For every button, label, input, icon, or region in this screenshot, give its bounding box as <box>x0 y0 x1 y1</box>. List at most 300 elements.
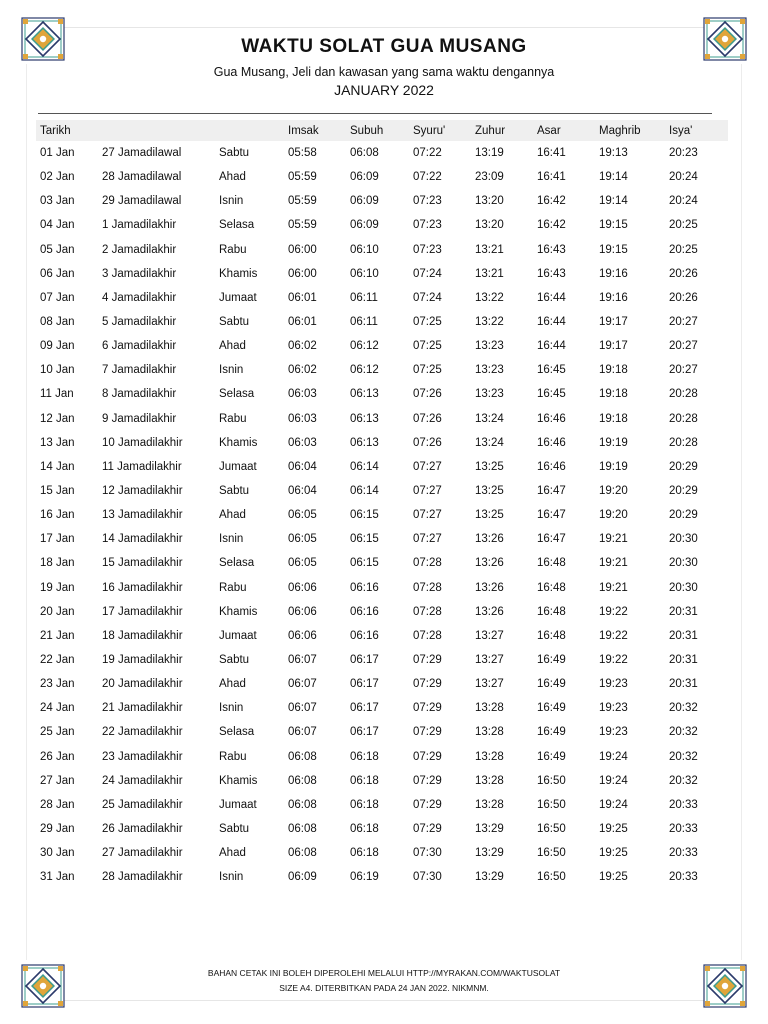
cell-maghrib: 19:15 <box>599 219 628 232</box>
table-row <box>36 334 728 358</box>
cell-maghrib: 19:22 <box>599 605 628 618</box>
cell-date: 13 Jan <box>40 436 75 449</box>
cell-hijri-date: 3 Jamadilakhir <box>102 267 177 280</box>
col-header-imsak: Imsak <box>284 120 346 141</box>
table-row <box>36 141 728 165</box>
cell-day: Isnin <box>219 364 244 377</box>
cell-subuh: 06:09 <box>350 219 379 232</box>
cell-syuruk: 07:24 <box>413 291 442 304</box>
table-row <box>36 310 728 334</box>
cell-imsak: 05:59 <box>288 219 317 232</box>
cell-imsak: 06:04 <box>288 485 317 498</box>
cell-asar: 16:48 <box>537 557 566 570</box>
cell-syuruk: 07:27 <box>413 509 442 522</box>
cell-hijri-date: 28 Jamadilawal <box>102 171 182 184</box>
cell-isyak: 20:28 <box>669 388 698 401</box>
cell-maghrib: 19:13 <box>599 147 628 160</box>
cell-maghrib: 19:21 <box>599 533 628 546</box>
cell-isyak: 20:33 <box>669 823 698 835</box>
cell-isyak: 20:28 <box>669 436 698 449</box>
col-header-tarikh: Tarikh <box>36 120 98 141</box>
cell-imsak: 06:08 <box>288 774 317 787</box>
cell-date: 26 Jan <box>40 750 75 763</box>
cell-subuh: 06:09 <box>350 195 379 208</box>
cell-maghrib: 19:24 <box>599 798 628 811</box>
cell-syuruk: 07:23 <box>413 195 442 208</box>
cell-asar: 16:50 <box>537 823 566 835</box>
cell-maghrib: 19:23 <box>599 702 628 715</box>
cell-asar: 16:41 <box>537 171 566 184</box>
cell-date: 20 Jan <box>40 605 75 618</box>
cell-subuh: 06:18 <box>350 750 379 763</box>
cell-hijri-date: 19 Jamadilakhir <box>102 654 183 667</box>
cell-syuruk: 07:22 <box>413 147 442 160</box>
cell-isyak: 20:27 <box>669 316 698 329</box>
cell-asar: 16:48 <box>537 581 566 594</box>
cell-hijri-date: 12 Jamadilakhir <box>102 485 183 498</box>
cell-hijri-date: 29 Jamadilawal <box>102 195 182 208</box>
cell-subuh: 06:16 <box>350 629 379 642</box>
cell-subuh: 06:14 <box>350 460 379 473</box>
cell-isyak: 20:29 <box>669 509 698 522</box>
table-row <box>36 238 728 262</box>
table-row <box>36 262 728 286</box>
cell-day: Khamis <box>219 436 258 449</box>
cell-imsak: 06:01 <box>288 291 317 304</box>
table-row <box>36 817 728 841</box>
cell-imsak: 05:58 <box>288 147 317 160</box>
cell-hijri-date: 11 Jamadilakhir <box>102 460 182 473</box>
cell-zuhur: 13:23 <box>475 388 504 401</box>
cell-maghrib: 19:25 <box>599 847 628 860</box>
cell-date: 27 Jan <box>40 774 75 787</box>
table-row <box>36 769 728 793</box>
cell-date: 05 Jan <box>40 243 75 256</box>
cell-hijri-date: 27 Jamadilakhir <box>102 847 183 860</box>
cell-day: Ahad <box>219 340 246 353</box>
cell-asar: 16:49 <box>537 654 566 667</box>
cell-isyak: 20:27 <box>669 340 698 353</box>
cell-imsak: 06:00 <box>288 267 317 280</box>
cell-asar: 16:46 <box>537 436 566 449</box>
cell-date: 16 Jan <box>40 509 75 522</box>
cell-day: Selasa <box>219 219 255 232</box>
cell-hijri-date: 13 Jamadilakhir <box>102 509 183 522</box>
cell-asar: 16:45 <box>537 364 566 377</box>
cell-zuhur: 13:24 <box>475 412 504 425</box>
cell-hijri-date: 8 Jamadilakhir <box>102 388 177 401</box>
cell-subuh: 06:15 <box>350 557 379 570</box>
cell-zuhur: 13:27 <box>475 629 504 642</box>
cell-imsak: 06:07 <box>288 726 317 739</box>
cell-syuruk: 07:29 <box>413 726 442 739</box>
table-row <box>36 165 728 189</box>
cell-hijri-date: 18 Jamadilakhir <box>102 629 183 642</box>
col-header-hijri <box>98 120 215 141</box>
cell-isyak: 20:23 <box>669 147 698 160</box>
cell-hijri-date: 25 Jamadilakhir <box>102 798 183 811</box>
cell-hijri-date: 7 Jamadilakhir <box>102 364 177 377</box>
cell-date: 09 Jan <box>40 340 75 353</box>
footer-publish-note: SIZE A4. DITERBITKAN PADA 24 JAN 2022. NIKMNM. <box>279 983 489 993</box>
cell-date: 04 Jan <box>40 219 75 232</box>
cell-subuh: 06:18 <box>350 774 379 787</box>
cell-maghrib: 19:25 <box>599 823 628 835</box>
cell-syuruk: 07:22 <box>413 171 442 184</box>
cell-maghrib: 19:23 <box>599 678 628 691</box>
cell-subuh: 06:16 <box>350 581 379 594</box>
cell-asar: 16:49 <box>537 702 566 715</box>
cell-subuh: 06:18 <box>350 798 379 811</box>
cell-syuruk: 07:28 <box>413 581 442 594</box>
cell-maghrib: 19:22 <box>599 654 628 667</box>
cell-date: 19 Jan <box>40 581 75 594</box>
cell-imsak: 06:07 <box>288 654 317 667</box>
cell-syuruk: 07:27 <box>413 460 442 473</box>
table-row <box>36 286 728 310</box>
cell-subuh: 06:18 <box>350 823 379 835</box>
cell-day: Isnin <box>219 533 244 546</box>
cell-date: 07 Jan <box>40 291 75 304</box>
cell-isyak: 20:32 <box>669 702 698 715</box>
cell-date: 31 Jan <box>40 871 75 884</box>
cell-syuruk: 07:26 <box>413 412 442 425</box>
col-header-subuh: Subuh <box>346 120 409 141</box>
cell-asar: 16:44 <box>537 291 566 304</box>
cell-subuh: 06:12 <box>350 364 379 377</box>
cell-syuruk: 07:30 <box>413 847 442 860</box>
table-row <box>36 551 728 575</box>
page-frame-left <box>26 64 27 960</box>
table-row <box>36 503 728 527</box>
cell-zuhur: 13:28 <box>475 798 504 811</box>
cell-subuh: 06:09 <box>350 171 379 184</box>
cell-zuhur: 13:23 <box>475 364 504 377</box>
cell-day: Selasa <box>219 726 255 739</box>
cell-syuruk: 07:27 <box>413 533 442 546</box>
table-row <box>36 431 728 455</box>
cell-syuruk: 07:29 <box>413 678 442 691</box>
cell-hijri-date: 10 Jamadilakhir <box>102 436 183 449</box>
cell-hijri-date: 27 Jamadilawal <box>102 147 182 160</box>
cell-imsak: 06:03 <box>288 436 317 449</box>
cell-date: 22 Jan <box>40 654 75 667</box>
cell-date: 21 Jan <box>40 629 75 642</box>
cell-subuh: 06:17 <box>350 702 379 715</box>
cell-hijri-date: 23 Jamadilakhir <box>102 750 183 763</box>
table-row <box>36 189 728 213</box>
cell-date: 06 Jan <box>40 267 75 280</box>
cell-date: 01 Jan <box>40 147 75 160</box>
cell-syuruk: 07:25 <box>413 340 442 353</box>
cell-isyak: 20:27 <box>669 364 698 377</box>
cell-day: Jumaat <box>219 460 257 473</box>
cell-day: Ahad <box>219 847 246 860</box>
cell-day: Sabtu <box>219 485 250 498</box>
cell-zuhur: 13:21 <box>475 267 504 280</box>
table-row <box>36 672 728 696</box>
cell-isyak: 20:26 <box>669 291 698 304</box>
cell-maghrib: 19:20 <box>599 509 628 522</box>
cell-subuh: 06:08 <box>350 147 379 160</box>
cell-day: Rabu <box>219 243 247 256</box>
cell-syuruk: 07:25 <box>413 364 442 377</box>
cell-subuh: 06:13 <box>350 436 379 449</box>
cell-imsak: 06:03 <box>288 388 317 401</box>
table-row <box>36 600 728 624</box>
page-frame-right <box>741 64 742 960</box>
table-row <box>36 648 728 672</box>
cell-day: Sabtu <box>219 316 250 329</box>
table-header-row <box>36 120 728 141</box>
cell-date: 24 Jan <box>40 702 75 715</box>
table-row <box>36 745 728 769</box>
cell-hijri-date: 17 Jamadilakhir <box>102 605 183 618</box>
cell-day: Sabtu <box>219 654 250 667</box>
cell-zuhur: 13:29 <box>475 871 504 884</box>
cell-day: Jumaat <box>219 291 257 304</box>
col-header-zuhur: Zuhur <box>471 120 533 141</box>
cell-isyak: 20:33 <box>669 798 698 811</box>
cell-asar: 16:50 <box>537 847 566 860</box>
cell-day: Jumaat <box>219 798 257 811</box>
cell-day: Rabu <box>219 750 247 763</box>
cell-day: Selasa <box>219 388 255 401</box>
cell-day: Isnin <box>219 702 244 715</box>
cell-maghrib: 19:18 <box>599 364 628 377</box>
cell-day: Rabu <box>219 581 247 594</box>
table-row <box>36 696 728 720</box>
cell-date: 30 Jan <box>40 847 75 860</box>
prayer-times-table <box>36 120 728 889</box>
cell-subuh: 06:17 <box>350 678 379 691</box>
cell-isyak: 20:31 <box>669 629 698 642</box>
cell-zuhur: 13:26 <box>475 557 504 570</box>
cell-asar: 16:46 <box>537 412 566 425</box>
cell-asar: 16:49 <box>537 726 566 739</box>
table-row <box>36 865 728 889</box>
col-header-asar: Asar <box>533 120 595 141</box>
cell-date: 08 Jan <box>40 316 75 329</box>
cell-asar: 16:44 <box>537 316 566 329</box>
cell-imsak: 06:08 <box>288 847 317 860</box>
cell-subuh: 06:15 <box>350 509 379 522</box>
cell-isyak: 20:33 <box>669 847 698 860</box>
cell-day: Ahad <box>219 171 246 184</box>
cell-asar: 16:43 <box>537 243 566 256</box>
cell-day: Selasa <box>219 557 255 570</box>
cell-day: Jumaat <box>219 629 257 642</box>
cell-hijri-date: 9 Jamadilakhir <box>102 412 177 425</box>
cell-maghrib: 19:21 <box>599 557 628 570</box>
cell-day: Rabu <box>219 412 247 425</box>
table-row <box>36 358 728 382</box>
cell-subuh: 06:12 <box>350 340 379 353</box>
cell-imsak: 06:08 <box>288 798 317 811</box>
divider <box>38 113 712 114</box>
cell-zuhur: 13:25 <box>475 485 504 498</box>
col-header-day <box>215 120 284 141</box>
cell-imsak: 06:09 <box>288 871 317 884</box>
cell-date: 15 Jan <box>40 485 75 498</box>
cell-zuhur: 13:19 <box>475 147 504 160</box>
cell-imsak: 06:07 <box>288 702 317 715</box>
cell-syuruk: 07:28 <box>413 605 442 618</box>
cell-zuhur: 13:26 <box>475 581 504 594</box>
table-row <box>36 720 728 744</box>
cell-isyak: 20:31 <box>669 605 698 618</box>
table-row <box>36 793 728 817</box>
cell-maghrib: 19:14 <box>599 171 628 184</box>
cell-day: Sabtu <box>219 147 250 160</box>
cell-date: 23 Jan <box>40 678 75 691</box>
cell-maghrib: 19:24 <box>599 774 628 787</box>
cell-subuh: 06:16 <box>350 605 379 618</box>
cell-zuhur: 13:25 <box>475 460 504 473</box>
cell-isyak: 20:32 <box>669 774 698 787</box>
cell-asar: 16:47 <box>537 485 566 498</box>
cell-day: Isnin <box>219 195 244 208</box>
cell-isyak: 20:30 <box>669 581 698 594</box>
cell-asar: 16:44 <box>537 340 566 353</box>
page-frame-top <box>64 27 704 28</box>
cell-asar: 16:42 <box>537 195 566 208</box>
cell-syuruk: 07:23 <box>413 219 442 232</box>
cell-isyak: 20:24 <box>669 171 698 184</box>
cell-hijri-date: 1 Jamadilakhir <box>102 219 177 232</box>
cell-asar: 16:41 <box>537 147 566 160</box>
cell-imsak: 06:03 <box>288 412 317 425</box>
cell-asar: 16:48 <box>537 605 566 618</box>
cell-zuhur: 13:23 <box>475 340 504 353</box>
cell-asar: 16:49 <box>537 678 566 691</box>
cell-syuruk: 07:25 <box>413 316 442 329</box>
cell-hijri-date: 16 Jamadilakhir <box>102 581 183 594</box>
cell-isyak: 20:31 <box>669 678 698 691</box>
cell-zuhur: 13:28 <box>475 702 504 715</box>
cell-hijri-date: 28 Jamadilakhir <box>102 871 183 884</box>
page-title: WAKTU SOLAT GUA MUSANG <box>241 36 527 57</box>
cell-asar: 16:50 <box>537 871 566 884</box>
page-subtitle: Gua Musang, Jeli dan kawasan yang sama waktu dengannya <box>213 65 555 79</box>
cell-syuruk: 07:26 <box>413 436 442 449</box>
cell-maghrib: 19:24 <box>599 750 628 763</box>
cell-hijri-date: 21 Jamadilakhir <box>102 702 183 715</box>
cell-syuruk: 07:27 <box>413 485 442 498</box>
cell-imsak: 06:05 <box>288 557 317 570</box>
cell-asar: 16:46 <box>537 460 566 473</box>
cell-zuhur: 13:22 <box>475 291 504 304</box>
cell-date: 02 Jan <box>40 171 75 184</box>
table-row <box>36 841 728 865</box>
cell-imsak: 05:59 <box>288 195 317 208</box>
cell-zuhur: 13:20 <box>475 195 504 208</box>
cell-maghrib: 19:16 <box>599 291 628 304</box>
cell-zuhur: 13:28 <box>475 726 504 739</box>
cell-imsak: 06:02 <box>288 364 317 377</box>
cell-maghrib: 19:23 <box>599 726 628 739</box>
cell-hijri-date: 14 Jamadilakhir <box>102 533 183 546</box>
cell-maghrib: 19:20 <box>599 485 628 498</box>
cell-maghrib: 19:19 <box>599 460 628 473</box>
cell-zuhur: 13:24 <box>475 436 504 449</box>
cell-day: Sabtu <box>219 823 250 835</box>
table-row <box>36 382 728 406</box>
cell-imsak: 06:04 <box>288 460 317 473</box>
cell-hijri-date: 22 Jamadilakhir <box>102 726 183 739</box>
table-row <box>36 576 728 600</box>
cell-syuruk: 07:28 <box>413 557 442 570</box>
col-header-isyak: Isya' <box>665 120 728 141</box>
cell-imsak: 06:01 <box>288 316 317 329</box>
cell-subuh: 06:19 <box>350 871 379 884</box>
cell-date: 12 Jan <box>40 412 75 425</box>
table-row <box>36 213 728 237</box>
cell-asar: 16:48 <box>537 629 566 642</box>
table-row <box>36 455 728 479</box>
month-label: JANUARY 2022 <box>334 82 434 98</box>
cell-syuruk: 07:29 <box>413 702 442 715</box>
cell-zuhur: 13:28 <box>475 774 504 787</box>
cell-zuhur: 13:27 <box>475 654 504 667</box>
cell-subuh: 06:13 <box>350 412 379 425</box>
cell-asar: 16:43 <box>537 267 566 280</box>
cell-subuh: 06:14 <box>350 485 379 498</box>
cell-subuh: 06:17 <box>350 654 379 667</box>
cell-hijri-date: 26 Jamadilakhir <box>102 823 183 835</box>
cell-date: 17 Jan <box>40 533 75 546</box>
cell-zuhur: 13:28 <box>475 750 504 763</box>
cell-isyak: 20:24 <box>669 195 698 208</box>
cell-subuh: 06:11 <box>350 291 378 304</box>
cell-zuhur: 13:22 <box>475 316 504 329</box>
cell-hijri-date: 24 Jamadilakhir <box>102 774 183 787</box>
cell-maghrib: 19:16 <box>599 267 628 280</box>
cell-zuhur: 13:27 <box>475 678 504 691</box>
table-row <box>36 624 728 648</box>
cell-subuh: 06:18 <box>350 847 379 860</box>
cell-maghrib: 19:25 <box>599 871 628 884</box>
cell-subuh: 06:17 <box>350 726 379 739</box>
cell-day: Isnin <box>219 871 244 884</box>
page-frame-bottom <box>64 1000 704 1001</box>
cell-date: 29 Jan <box>40 823 75 835</box>
cell-day: Khamis <box>219 774 258 787</box>
cell-zuhur: 13:21 <box>475 243 504 256</box>
cell-asar: 16:50 <box>537 798 566 811</box>
cell-day: Ahad <box>219 509 246 522</box>
cell-hijri-date: 2 Jamadilakhir <box>102 243 177 256</box>
cell-asar: 16:50 <box>537 774 566 787</box>
table-row <box>36 479 728 503</box>
cell-imsak: 06:00 <box>288 243 317 256</box>
cell-imsak: 06:08 <box>288 750 317 763</box>
cell-isyak: 20:30 <box>669 533 698 546</box>
cell-maghrib: 19:22 <box>599 629 628 642</box>
table-row <box>36 407 728 431</box>
cell-asar: 16:42 <box>537 219 566 232</box>
cell-imsak: 06:08 <box>288 823 317 835</box>
cell-imsak: 06:05 <box>288 509 317 522</box>
cell-hijri-date: 15 Jamadilakhir <box>102 557 183 570</box>
cell-hijri-date: 20 Jamadilakhir <box>102 678 183 691</box>
cell-date: 28 Jan <box>40 798 75 811</box>
cell-isyak: 20:25 <box>669 243 698 256</box>
cell-date: 18 Jan <box>40 557 75 570</box>
cell-zuhur: 13:26 <box>475 605 504 618</box>
cell-syuruk: 07:30 <box>413 871 442 884</box>
cell-asar: 16:47 <box>537 533 566 546</box>
